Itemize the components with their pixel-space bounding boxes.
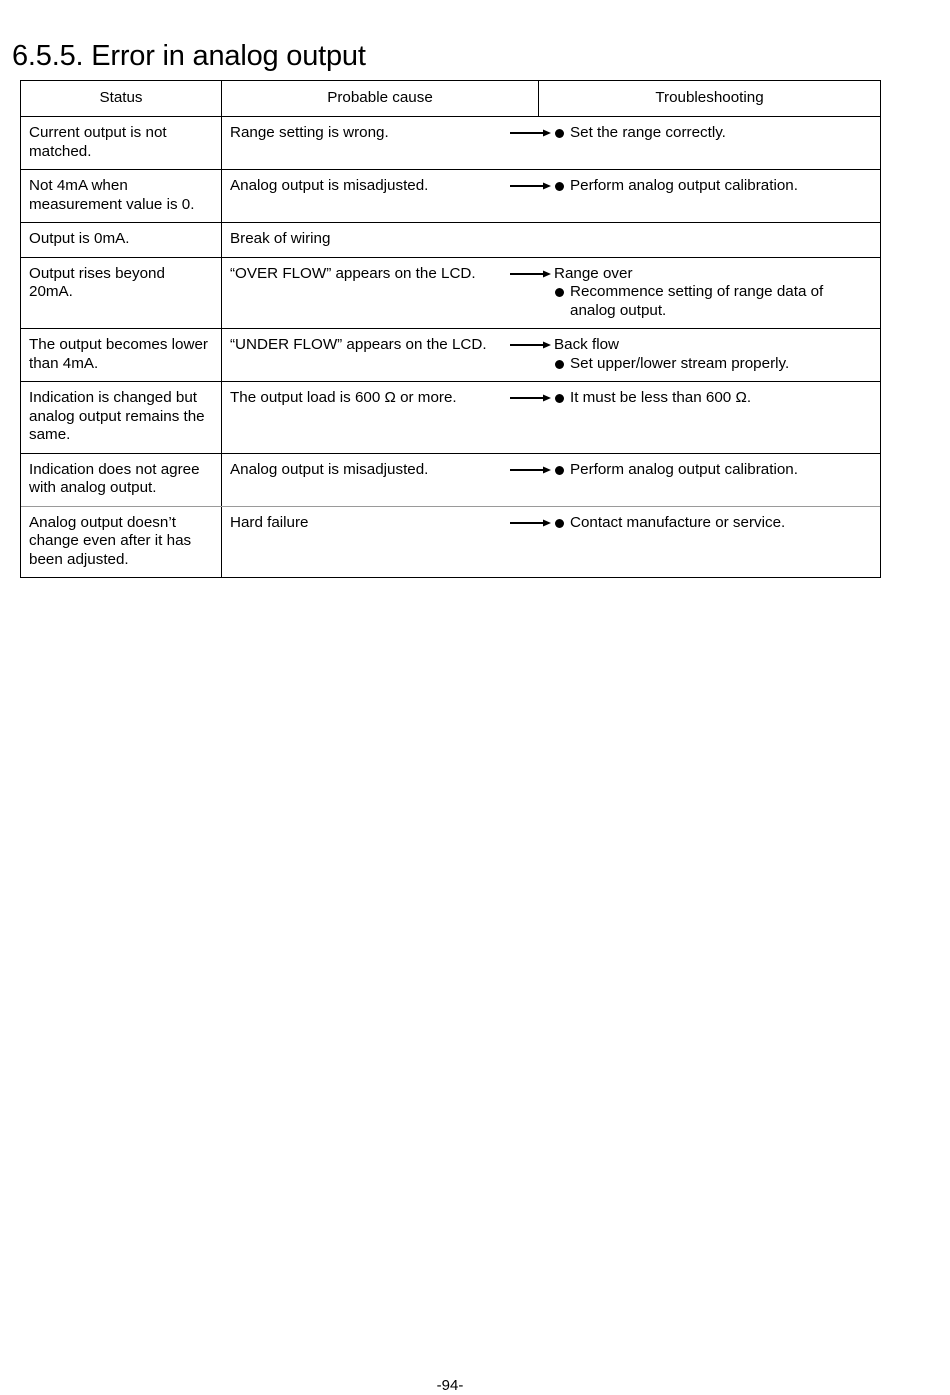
bullet-icon [554, 355, 570, 374]
arrow-right-icon [510, 514, 554, 533]
table-row [21, 117, 880, 170]
bullet-text: Set upper/lower stream properly. [570, 354, 790, 372]
troubleshooting-cell [554, 230, 880, 249]
bullet-text: It must be less than 600 Ω. [570, 389, 752, 406]
status-cell: The output becomes lower than 4mA. [21, 329, 222, 381]
bullet-item [554, 355, 870, 374]
arrow-right-icon [510, 265, 554, 284]
table-row [21, 170, 880, 223]
bullet-text: Set the range correctly. [570, 124, 726, 141]
header-troubleshooting: Troubleshooting [655, 89, 764, 107]
bullet-item [554, 514, 870, 533]
bullet-item [554, 389, 870, 408]
bullet-icon [554, 283, 570, 320]
table-row [21, 258, 880, 330]
bullet-item [554, 283, 870, 320]
troubleshooting-cell [554, 461, 880, 498]
troubleshooting-cell [554, 514, 880, 570]
arrow-right-icon [510, 389, 554, 408]
table-header [21, 81, 880, 117]
troubleshooting-cell [554, 124, 880, 161]
troubleshooting-cell [554, 265, 880, 321]
troubleshooting-cell [554, 336, 880, 373]
troubleshooting-cell [554, 389, 880, 445]
status-cell: Current output is not matched. [21, 117, 222, 169]
arrow-right-icon [510, 177, 554, 196]
bullet-icon [554, 177, 570, 196]
cause-cell: Analog output is misadjusted. [230, 177, 429, 194]
table-row [21, 329, 880, 382]
arrow-right-icon [510, 461, 554, 480]
bullet-text: Perform analog output calibration. [570, 177, 798, 194]
bullet-text: Contact manufacture or service. [570, 513, 786, 531]
bullet-icon [554, 514, 570, 533]
troubleshooting-note: Range over [554, 264, 633, 282]
bullet-icon [554, 124, 570, 143]
page-title: 6.5.5. Error in analog output [12, 40, 366, 72]
bullet-item [554, 124, 870, 143]
status-cell: Not 4mA when measurement value is 0. [21, 170, 222, 222]
cause-cell: Analog output is misadjusted. [230, 460, 429, 478]
arrow-right-icon [510, 124, 554, 143]
bullet-icon [554, 389, 570, 408]
table-row [21, 507, 880, 578]
bullet-text: Recommence setting of range data of analog output. [570, 283, 824, 319]
status-cell: Output is 0mA. [21, 223, 222, 257]
table-row [21, 382, 880, 454]
bullet-icon [554, 461, 570, 480]
status-cell: Analog output doesn’t change even after it has been adjusted. [21, 507, 222, 578]
cause-cell: The output load is 600 Ω or more. [230, 389, 457, 406]
cause-cell: “UNDER FLOW” appears on the LCD. [230, 336, 487, 353]
bullet-item [554, 461, 870, 480]
troubleshooting-note: Back flow [554, 336, 619, 353]
cause-cell: Break of wiring [230, 230, 331, 247]
bullet-text: Perform analog output calibration. [570, 460, 798, 478]
troubleshooting-cell [554, 177, 880, 214]
cause-cell: Hard failure [230, 513, 309, 531]
troubleshooting-table [20, 80, 881, 578]
cause-cell: Range setting is wrong. [230, 124, 389, 141]
status-cell: Indication is changed but analog output remains the same. [21, 382, 222, 453]
arrow-right-icon [510, 336, 554, 355]
header-status: Status [21, 81, 222, 116]
status-cell: Indication does not agree with analog output. [21, 454, 222, 506]
bullet-item [554, 177, 870, 196]
status-cell: Output rises beyond 20mA. [21, 258, 222, 329]
page-number: -94- [436, 1377, 464, 1394]
table-row [21, 454, 880, 507]
header-probable-cause: Probable cause [222, 81, 539, 116]
table-row [21, 223, 880, 258]
cause-cell: “OVER FLOW” appears on the LCD. [230, 264, 476, 282]
